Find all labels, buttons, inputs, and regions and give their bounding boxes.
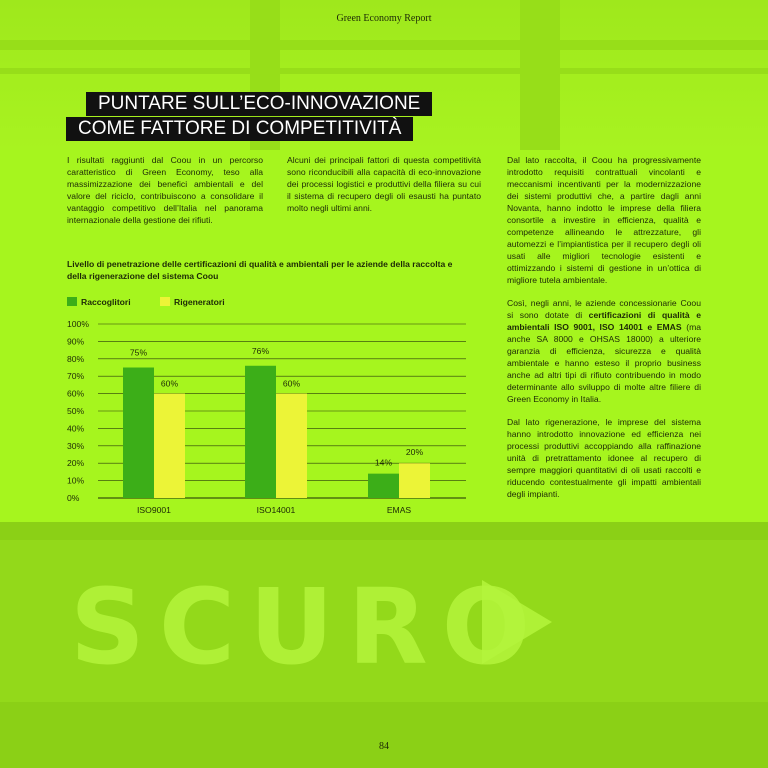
y-tick-label: 60%	[67, 388, 85, 399]
heading-line-1: PUNTARE SULL’ECO-INNOVAZIONE	[86, 92, 432, 116]
x-category-label: EMAS	[386, 505, 412, 515]
column-1-text: I risultati raggiunti dal Coou in un percorso caratteristico di Green Economy, teso alla massimizzazione dei benefici ambientali e del valore del riciclo, contribuiscono a consolidare il vantaggio competitivo dell’Italia nel panorama internazionale della gestione dei rifiuti.	[67, 155, 263, 225]
x-category-label: ISO9001	[137, 505, 171, 515]
legend-label-raccoglitori: Raccoglitori	[81, 297, 131, 307]
data-label-rigeneratori-iso14001: 60%	[282, 378, 301, 389]
bar-rigeneratori-iso14001	[276, 394, 307, 498]
bar-rigeneratori-emas	[399, 463, 430, 498]
column-3-paragraph-3: Dal lato rigenerazione, le imprese del sistema hanno introdotto innovazione ed efficienza nei processi produttivi accoppiando alla raffinazione unità di pretrattamento idonee al recupero di sempre maggiori quantitativi di oli usati raccolti e riducendo contestualmente gli impatti ambientali degli impianti.	[507, 417, 701, 499]
data-label-rigeneratori-emas: 20%	[405, 447, 424, 458]
column-2-text: Alcuni dei principali fattori di questa competitività sono riconducibili alla capacità di eco-innovazione dei processi logistici e produttivi della filiera su cui il sistema di recupero degli oli esausti ha puntato molto negli ultimi anni.	[287, 155, 481, 213]
data-label-raccoglitori-iso9001: 75%	[129, 347, 148, 358]
running-header: Green Economy Report	[336, 13, 432, 24]
chart-title: Livello di penetrazione delle certificazioni di qualità e ambientali per le aziende della raccolta e della rigenerazione del sistema Coou	[67, 259, 453, 281]
y-tick-label: 10%	[67, 475, 85, 486]
heading-line-2: COME FATTORE DI COMPETITIVITÀ	[66, 117, 413, 141]
y-tick-label: 90%	[67, 336, 85, 347]
bar-rigeneratori-iso9001	[154, 394, 185, 498]
bar-raccoglitori-emas	[368, 474, 399, 498]
column-3-paragraph-2: Così, negli anni, le aziende concessionarie Coou si sono dotate di certificazioni di qualità e ambientali ISO 9001, ISO 14001 e EMAS (ma anche SA 8000 e OHSAS 18000) a ulteriore garanzia di efficienza, sicurezza e qualità ambientale e hanno esteso il proprio business anche ad altri tipi di rifiuto contribuendo in modo determinante allo sviluppo di molte altre filiere di Green Economy in Italia.	[507, 298, 702, 404]
column-3-paragraph-1: Dal lato raccolta, il Coou ha progressivamente introdotto requisiti contrattuali vincolanti e meccanismi incentivanti per la modernizzazione dei sistemi produttivi che, a partire dagli anni Novanta, hanno indotto le imprese della filiera consortile a investire in efficienza, qualità e competenze allineando le attrezzature, gli automezzi e l’impiantistica per il recupero degli oli usati alle migliori tecnologie esistenti e ottimizzando i sistemi di gestione in un’ottica di migliore tutela ambientale.	[507, 155, 701, 285]
y-tick-label: 20%	[67, 458, 85, 469]
y-tick-label: 0%	[67, 493, 80, 503]
data-label-raccoglitori-emas: 14%	[374, 457, 393, 468]
data-label-raccoglitori-iso14001: 76%	[251, 345, 270, 356]
certifications-highlight: certificazioni di qualità e ambientali ISO 9001, ISO 14001 e EMAS	[507, 310, 701, 332]
y-tick-label: 50%	[67, 406, 85, 416]
y-tick-label: 40%	[67, 423, 85, 434]
y-tick-label: 100%	[67, 319, 89, 329]
y-tick-label: 70%	[67, 371, 85, 382]
legend-label-rigeneratori: Rigeneratori	[174, 297, 225, 307]
data-label-rigeneratori-iso9001: 60%	[160, 378, 179, 389]
x-category-label: ISO14001	[256, 505, 296, 515]
bar-raccoglitori-iso9001	[123, 368, 154, 499]
stencil-text: SCURO	[70, 566, 545, 688]
y-tick-label: 80%	[67, 353, 85, 364]
bar-raccoglitori-iso14001	[245, 366, 276, 498]
page-number: 84	[379, 741, 389, 752]
y-tick-label: 30%	[67, 440, 85, 451]
